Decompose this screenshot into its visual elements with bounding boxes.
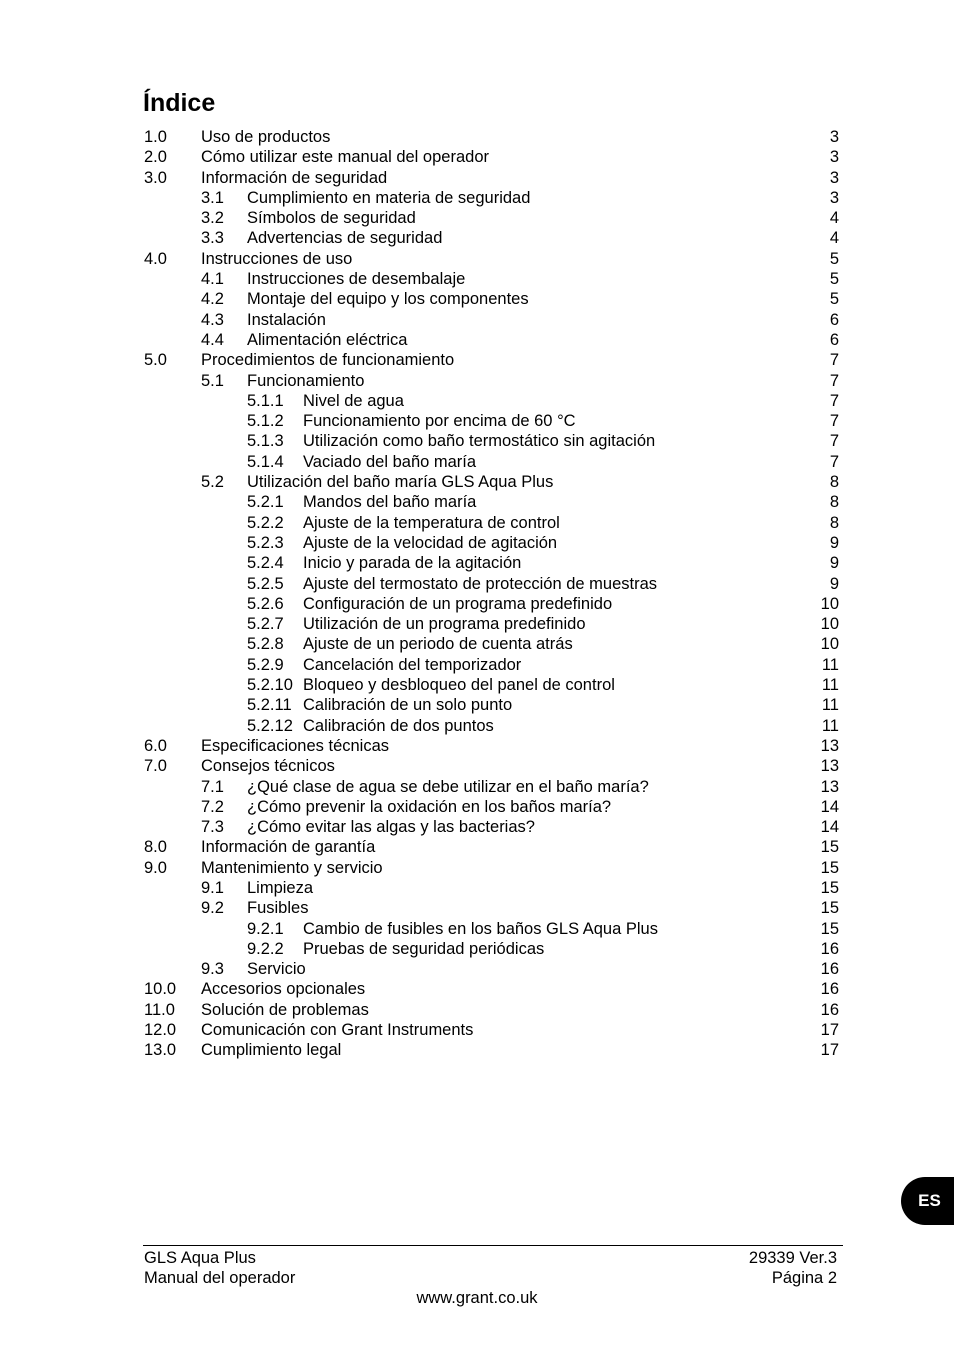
toc-entry-title: ¿Cómo evitar las algas y las bacterias? [247,818,535,837]
toc-entry-title: Instrucciones de desembalaje [247,270,466,289]
toc-entry [0,492,954,512]
toc-entry-page: 3 [829,148,839,167]
toc-entry [0,553,954,573]
toc-entry [0,228,954,248]
toc-entry-title: Funcionamiento por encima de 60 °C [303,412,576,431]
toc-entry [0,513,954,533]
toc-entry [0,208,954,228]
toc-entry-title: Especificaciones técnicas [201,736,390,755]
toc-entry-page: 6 [829,330,839,349]
toc-entry [0,289,954,309]
toc-entry-title: Vaciado del baño maría [303,452,477,471]
toc-entry-title: Cómo utilizar este manual del operador [201,148,489,167]
toc-entry-title: Mantenimiento y servicio [201,858,383,877]
toc-entry [0,411,954,431]
toc-entry-title: Ajuste de la temperatura de control [303,513,560,532]
toc-entry [0,249,954,269]
toc-entry [0,594,954,614]
toc-entry-title: Pruebas de seguridad periódicas [303,939,545,958]
toc-entry-title: Utilización como baño termostático sin agitación [303,432,656,451]
toc-entry-page: 17 [820,1041,839,1060]
toc-entry-title: Símbolos de seguridad [247,209,416,228]
toc-entry-number: 5.2.8 [247,635,284,654]
toc-entry-title: Información de seguridad [201,168,388,187]
toc-entry [0,330,954,350]
toc-entry-title: Nivel de agua [303,391,404,410]
toc-entry-page: 7 [829,351,839,370]
toc-entry-page: 16 [820,1000,839,1019]
toc-entry-number: 11.0 [144,1000,175,1019]
toc-entry-number: 3.3 [201,229,224,248]
toc-entry-title: Utilización de un programa predefinido [303,615,586,634]
toc-entry-number: 9.0 [144,858,167,877]
toc-entry [0,574,954,594]
toc-entry-title: Mandos del baño maría [303,493,477,512]
toc-entry-number: 5.1.4 [247,452,284,471]
toc-entry-number: 13.0 [144,1041,177,1060]
toc-entry-page: 14 [820,797,839,816]
toc-entry-number: 5.0 [144,351,167,370]
footer-website: www.grant.co.uk [416,1289,538,1307]
toc-entry-number: 5.1.3 [247,432,284,451]
toc-entry-page: 7 [829,432,839,451]
toc-entry [0,472,954,492]
toc-entry-title: Servicio [247,960,306,979]
footer-product: GLS Aqua Plus [144,1249,256,1267]
toc-entry-number: 5.2.9 [247,655,284,674]
toc-entry-number: 5.2.11 [247,696,292,715]
toc-entry-page: 9 [829,554,839,573]
toc-entry-title: Instalación [247,310,326,329]
toc-entry-number: 9.3 [201,960,224,979]
toc-entry-number: 5.2.4 [247,554,284,573]
toc-entry [0,188,954,208]
toc-entry-page: 9 [829,533,839,552]
toc-entry-title: Calibración de un solo punto [303,696,513,715]
toc-entry-title: Bloqueo y desbloqueo del panel de control [303,676,615,695]
toc-entry [0,858,954,878]
language-tab: ES [901,1177,954,1225]
toc-entry-page: 15 [820,858,839,877]
toc-entry-page: 8 [829,493,839,512]
toc-entry-page: 9 [829,574,839,593]
toc-entry-title: Consejos técnicos [201,757,335,776]
toc-entry-page: 10 [820,594,839,613]
toc-entry-number: 5.1 [201,371,224,390]
toc-entry [0,919,954,939]
toc-entry [0,756,954,776]
toc-entry [0,634,954,654]
toc-entry-number: 7.0 [144,757,167,776]
toc-entry [0,655,954,675]
toc-entry-number: 5.2.5 [247,574,284,593]
toc-entry-title: Alimentación eléctrica [247,330,408,349]
toc-entry [0,350,954,370]
toc-entry-page: 14 [820,818,839,837]
toc-entry-page: 11 [821,716,839,735]
toc-entry [0,939,954,959]
toc-entry [0,452,954,472]
toc-entry-number: 6.0 [144,736,167,755]
page-title: Índice [143,89,216,117]
toc-entry [0,269,954,289]
toc-entry-page: 8 [829,473,839,492]
toc-entry-number: 4.0 [144,249,167,268]
toc-entry-page: 11 [821,676,839,695]
toc-entry-page: 17 [820,1021,839,1040]
toc-entry-title: Fusibles [247,899,309,918]
toc-entry-number: 7.3 [201,818,224,837]
footer-manual: Manual del operador [144,1269,296,1287]
toc-entry [0,817,954,837]
toc-entry-title: Cancelación del temporizador [303,655,522,674]
toc-entry [0,736,954,756]
toc-entry [0,1020,954,1040]
toc-entry-title: Ajuste de un periodo de cuenta atrás [303,635,573,654]
toc-entry-page: 3 [829,128,839,146]
toc-entry-number: 2.0 [144,148,167,167]
toc-entry-page: 16 [820,960,839,979]
toc-entry [0,533,954,553]
toc-entry-number: 3.2 [201,209,224,228]
toc-entry-title: Montaje del equipo y los componentes [247,290,529,309]
toc-entry-page: 5 [829,270,839,289]
toc-entry-number: 4.3 [201,310,224,329]
toc-entry [0,898,954,918]
toc-entry-page: 15 [820,919,839,938]
toc-entry-number: 5.1.2 [247,412,284,431]
toc-entry-number: 9.2.1 [247,919,284,938]
toc-entry-title: Configuración de un programa predefinido [303,594,613,613]
toc-entry-title: Funcionamiento [247,371,365,390]
toc-entry-title: Utilización del baño maría GLS Aqua Plus [247,473,554,492]
toc-entry [0,1040,954,1060]
toc-entry-title: Cambio de fusibles en los baños GLS Aqua Plus [303,919,658,938]
toc-entry-page: 10 [820,635,839,654]
toc-entry-title: Advertencias de seguridad [247,229,443,248]
footer-doc-ref: 29339 Ver.3 [748,1249,837,1267]
toc-entry-title: Comunicación con Grant Instruments [201,1021,474,1040]
toc-entry-page: 5 [829,290,839,309]
toc-entry [0,837,954,857]
toc-entry-title: ¿Qué clase de agua se debe utilizar en el baño maría? [247,777,649,796]
toc-entry-number: 5.2.3 [247,533,284,552]
toc-entry-title: ¿Cómo prevenir la oxidación en los baños maría? [247,797,612,816]
toc-entry-number: 5.2.7 [247,615,284,634]
toc-entry-number: 9.1 [201,878,224,897]
toc-entry-title: Limpieza [247,878,314,897]
toc-entry-title: Calibración de dos puntos [303,716,494,735]
toc-entry [0,1000,954,1020]
toc-entry-page: 15 [820,878,839,897]
toc-entry-title: Ajuste del termostato de protección de muestras [303,574,658,593]
toc-entry [0,797,954,817]
toc-entry-page: 4 [829,229,839,248]
toc-entry-page: 13 [820,757,839,776]
toc-entry-number: 5.2.12 [247,716,293,735]
toc-entry-number: 5.2 [201,473,224,492]
toc-entry-title: Cumplimiento legal [201,1041,342,1060]
toc-entry [0,675,954,695]
toc-entry-title: Información de garantía [201,838,376,857]
toc-entry-number: 5.2.1 [247,493,284,512]
toc-entry-page: 5 [829,249,839,268]
toc-entry-number: 4.1 [201,270,224,289]
toc-entry-page: 6 [829,310,839,329]
toc-entry-number: 4.2 [201,290,224,309]
toc-entry [0,391,954,411]
toc-entry-title: Procedimientos de funcionamiento [201,351,455,370]
toc-entry-title: Accesorios opcionales [201,980,366,999]
toc-entry-number: 9.2 [201,899,224,918]
toc-entry-number: 8.0 [144,838,167,857]
toc-entry-number: 7.2 [201,797,224,816]
toc-entry [0,878,954,898]
toc-entry-page: 4 [829,209,839,228]
toc-entry [0,371,954,391]
footer-page-number: Página 2 [771,1269,837,1287]
toc-entry-number: 5.1.1 [247,391,284,410]
toc-entry-page: 15 [820,899,839,918]
toc-entry-page: 7 [829,412,839,431]
toc-entry [0,959,954,979]
toc-entry-page: 13 [820,736,839,755]
toc-entry-title: Uso de productos [201,128,331,146]
toc-entry-number: 7.1 [201,777,224,796]
toc-entry-number: 12.0 [144,1021,177,1040]
toc-entry-page: 16 [820,939,839,958]
toc-entry-page: 11 [821,696,839,715]
toc-entry-title: Cumplimiento en materia de seguridad [247,188,531,207]
toc-entry-page: 13 [820,777,839,796]
toc-entry-page: 10 [820,615,839,634]
toc-entry [0,716,954,736]
toc-entry-page: 7 [829,452,839,471]
toc-entry-title: Instrucciones de uso [201,249,353,268]
toc-entry-page: 11 [821,655,839,674]
toc-entry [0,695,954,715]
toc-entry [0,147,954,167]
toc-entry-page: 15 [820,838,839,857]
toc-entry [0,979,954,999]
footer-divider [143,1245,843,1246]
toc-entry-number: 3.0 [144,168,167,187]
toc-entry-number: 1.0 [144,128,167,146]
toc-entry-number: 5.2.10 [247,676,293,695]
toc-entry-page: 7 [829,391,839,410]
toc-entry-number: 3.1 [201,188,224,207]
toc-entry-page: 16 [820,980,839,999]
toc-entry-page: 7 [829,371,839,390]
toc-entry [0,777,954,797]
toc-entry [0,431,954,451]
toc-entry [0,168,954,188]
toc-entry-number: 10.0 [144,980,177,999]
toc-entry [0,127,954,147]
toc-entry-number: 9.2.2 [247,939,284,958]
toc-entry [0,614,954,634]
table-of-contents [0,127,954,1061]
toc-entry-title: Inicio y parada de la agitación [303,554,522,573]
toc-entry-number: 5.2.2 [247,513,284,532]
toc-entry [0,310,954,330]
toc-entry-title: Solución de problemas [201,1000,369,1019]
toc-entry-page: 3 [829,168,839,187]
toc-entry-page: 3 [829,188,839,207]
toc-entry-number: 4.4 [201,330,224,349]
toc-entry-page: 8 [829,513,839,532]
toc-entry-number: 5.2.6 [247,594,284,613]
toc-entry-title: Ajuste de la velocidad de agitación [303,533,558,552]
